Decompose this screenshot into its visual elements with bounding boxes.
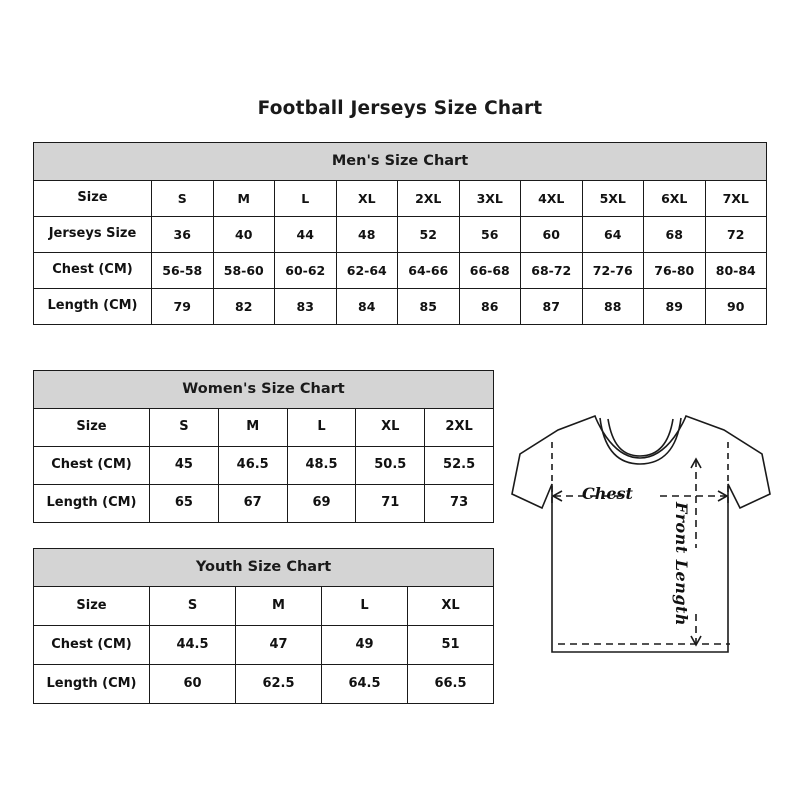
table-cell: 73 [425, 485, 494, 523]
table-cell: 76-80 [644, 253, 706, 289]
table-row [34, 217, 767, 253]
table-cell: 48 [336, 217, 398, 253]
table-cell: 7XL [705, 181, 767, 217]
table-row [34, 665, 494, 704]
mens-size-chart-table [33, 142, 767, 325]
table-cell: 72 [705, 217, 767, 253]
table-cell: 89 [644, 289, 706, 325]
table-cell: 71 [356, 485, 425, 523]
table-cell: 69 [287, 485, 356, 523]
table-cell: 83 [275, 289, 337, 325]
row-label: Chest (CM) [34, 447, 150, 485]
table-cell: 68-72 [521, 253, 583, 289]
table-cell: 60 [521, 217, 583, 253]
table-cell: 52 [398, 217, 460, 253]
table-cell: 60 [150, 665, 236, 704]
table-cell: 87 [521, 289, 583, 325]
table-cell: 44.5 [150, 626, 236, 665]
table-cell: 66.5 [408, 665, 494, 704]
table-cell: M [236, 587, 322, 626]
table-cell: 52.5 [425, 447, 494, 485]
table-cell: 66-68 [459, 253, 521, 289]
row-label: Chest (CM) [34, 253, 152, 289]
table-row [34, 409, 494, 447]
row-label: Jerseys Size [34, 217, 152, 253]
table-row [34, 289, 767, 325]
row-label: Size [34, 181, 152, 217]
table-cell: XL [356, 409, 425, 447]
table-cell: 82 [213, 289, 275, 325]
table-cell: 68 [644, 217, 706, 253]
table-row [34, 253, 767, 289]
table-cell: 62.5 [236, 665, 322, 704]
front-length-measure-label: Front Length [672, 502, 691, 627]
table-cell: 6XL [644, 181, 706, 217]
table-cell: XL [408, 587, 494, 626]
row-label: Length (CM) [34, 485, 150, 523]
table-cell: 85 [398, 289, 460, 325]
youth-size-chart-table [33, 548, 494, 704]
table-cell: 4XL [521, 181, 583, 217]
table-cell: 2XL [398, 181, 460, 217]
table-cell: M [218, 409, 287, 447]
table-row [34, 485, 494, 523]
table-row [34, 626, 494, 665]
table-cell: 50.5 [356, 447, 425, 485]
table-cell: 64.5 [322, 665, 408, 704]
table-cell: L [287, 409, 356, 447]
table-cell: 88 [582, 289, 644, 325]
chest-measure-label: Chest [582, 484, 633, 503]
table-cell: 80-84 [705, 253, 767, 289]
table-cell: 47 [236, 626, 322, 665]
row-label: Length (CM) [34, 289, 152, 325]
table-cell: 56-58 [152, 253, 214, 289]
table-cell: S [150, 587, 236, 626]
table-cell: 60-62 [275, 253, 337, 289]
table-cell: S [152, 181, 214, 217]
table-cell: 67 [218, 485, 287, 523]
table-cell: 64-66 [398, 253, 460, 289]
table-cell: 40 [213, 217, 275, 253]
table-cell: 36 [152, 217, 214, 253]
table-cell: 56 [459, 217, 521, 253]
table-cell: L [275, 181, 337, 217]
jersey-outline-svg [500, 398, 790, 698]
table-cell: 79 [152, 289, 214, 325]
row-label: Length (CM) [34, 665, 150, 704]
row-label: Chest (CM) [34, 626, 150, 665]
table-cell: 86 [459, 289, 521, 325]
table-cell: 65 [150, 485, 219, 523]
table-cell: S [150, 409, 219, 447]
womens-size-chart-table [33, 370, 494, 523]
table-row [34, 587, 494, 626]
womens-size-chart-caption: Women's Size Chart [33, 370, 494, 408]
mens-size-chart-block [33, 142, 766, 325]
table-cell: L [322, 587, 408, 626]
table-cell: 46.5 [218, 447, 287, 485]
womens-size-chart-block [33, 370, 493, 523]
table-row [34, 447, 494, 485]
jersey-measurement-diagram [500, 398, 790, 698]
table-cell: M [213, 181, 275, 217]
table-cell: XL [336, 181, 398, 217]
table-cell: 64 [582, 217, 644, 253]
table-cell: 5XL [582, 181, 644, 217]
table-cell: 84 [336, 289, 398, 325]
table-cell: 62-64 [336, 253, 398, 289]
table-cell: 2XL [425, 409, 494, 447]
table-cell: 48.5 [287, 447, 356, 485]
mens-size-chart-caption: Men's Size Chart [33, 142, 767, 180]
table-cell: 58-60 [213, 253, 275, 289]
table-cell: 51 [408, 626, 494, 665]
table-cell: 90 [705, 289, 767, 325]
table-cell: 49 [322, 626, 408, 665]
row-label: Size [34, 587, 150, 626]
table-cell: 44 [275, 217, 337, 253]
table-row [34, 181, 767, 217]
table-cell: 45 [150, 447, 219, 485]
youth-size-chart-caption: Youth Size Chart [33, 548, 494, 586]
page-title: Football Jerseys Size Chart [257, 98, 543, 119]
table-cell: 72-76 [582, 253, 644, 289]
table-cell: 3XL [459, 181, 521, 217]
row-label: Size [34, 409, 150, 447]
youth-size-chart-block [33, 548, 493, 704]
